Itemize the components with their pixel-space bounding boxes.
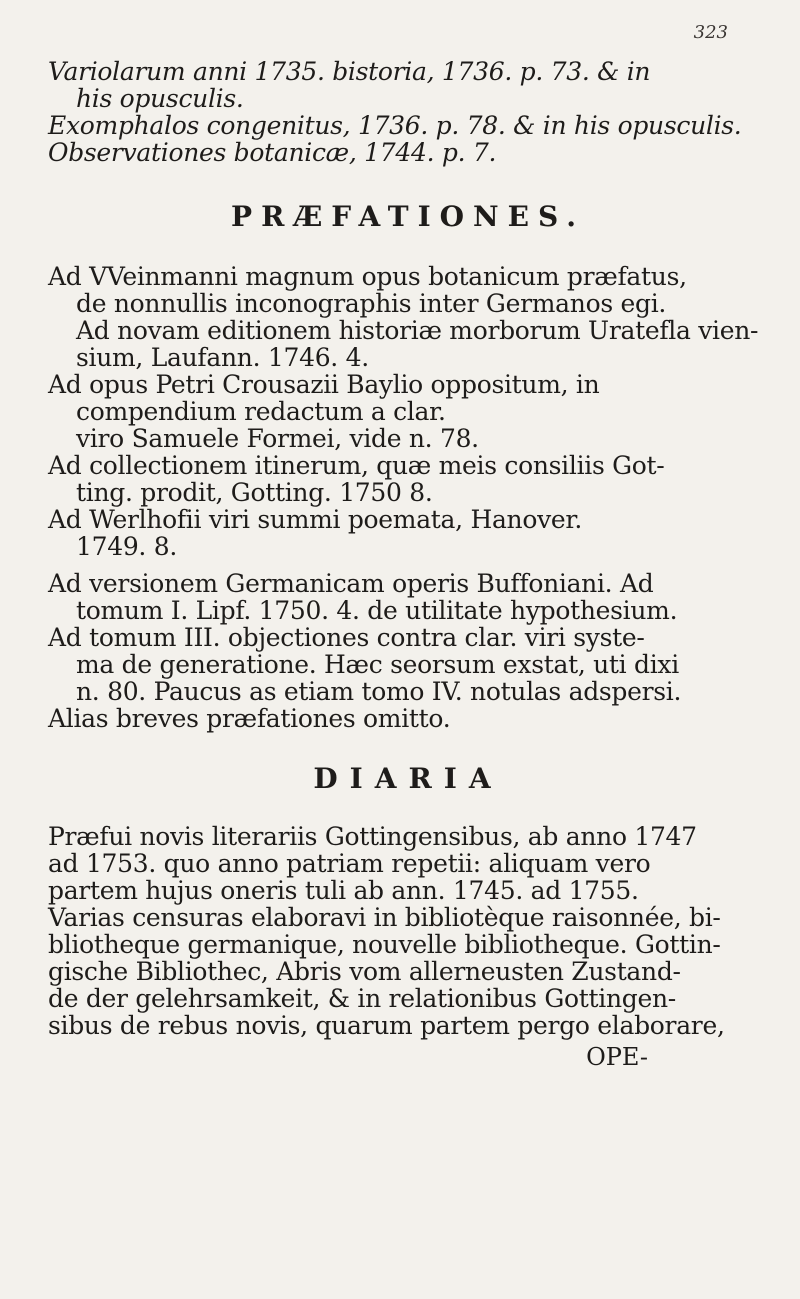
text-line: ma de generatione. Hæc seorsum exstat, uti dixi xyxy=(76,650,679,679)
text-line: Ad opus Petri Crousazii Baylio oppositum, in xyxy=(48,370,600,399)
heading-diaria: DIARIA xyxy=(313,762,503,795)
heading-praefationes: PRÆFATIONES. xyxy=(231,200,585,233)
text-line: partem hujus oneris tuli ab ann. 1745. ad 1755. xyxy=(48,876,639,905)
text-line: gische Bibliothec, Abris vom allerneusten Zustand- xyxy=(48,957,681,986)
text-line: Ad collectionem itinerum, quæ meis consiliis Got- xyxy=(48,451,665,480)
catchword: OPE- xyxy=(586,1043,648,1071)
text-line: tomum I. Lipf. 1750. 4. de utilitate hypothesium. xyxy=(76,596,678,625)
text-line: Ad novam editionem historiæ morborum Uratefla vien- xyxy=(76,316,759,345)
text-line: bliotheque germanique, nouvelle bibliotheque. Gottin- xyxy=(48,930,721,959)
text-line: Exomphalos congenitus, 1736. p. 78. & in his opusculis. xyxy=(48,111,742,140)
top-entries xyxy=(48,58,768,166)
text-line: Ad VVeinmanni magnum opus botanicum præfatus, xyxy=(48,262,687,291)
page-mark: 323 xyxy=(693,22,728,43)
text-line: sium, Laufann. 1746. 4. xyxy=(76,343,369,372)
text-line: Alias breves præfationes omitto. xyxy=(48,704,451,733)
text-line: Ad tomum III. objectiones contra clar. viri syste- xyxy=(48,623,645,652)
text-line: his opusculis. xyxy=(76,84,244,113)
text-line: Præfui novis literariis Gottingensibus, ab anno 1747 xyxy=(48,822,697,851)
text-line: ad 1753. quo anno patriam repetii: aliquam vero xyxy=(48,849,651,878)
text-line: Variolarum anni 1735. bistoria, 1736. p. 73. & in xyxy=(48,57,651,86)
text-line: de nonnullis inconographis inter Germanos egi. xyxy=(76,289,667,318)
diaria-section xyxy=(48,823,768,1039)
text-line: sibus de rebus novis, quarum partem pergo elaborare, xyxy=(48,1011,725,1040)
text-line: Ad versionem Germanicam operis Buffoniani. Ad xyxy=(48,569,654,598)
text-line: de der gelehrsamkeit, & in relationibus Gottingen- xyxy=(48,984,676,1013)
text-line: n. 80. Paucus as etiam tomo IV. notulas adspersi. xyxy=(76,677,682,706)
text-line: Ad Werlhofii viri summi poemata, Hanover. xyxy=(48,505,582,534)
text-line: ting. prodit, Gotting. 1750 8. xyxy=(76,478,433,507)
text-line: Observationes botanicæ, 1744. p. 7. xyxy=(48,138,497,167)
text-line: 1749. 8. xyxy=(76,532,177,561)
document-page xyxy=(48,58,768,1071)
text-line: viro Samuele Formei, vide n. 78. xyxy=(76,424,479,453)
praefationes-section xyxy=(48,263,768,732)
text-line: compendium redactum a clar. xyxy=(76,397,446,426)
text-line: Varias censuras elaboravi in bibliotèque raisonnée, bi- xyxy=(48,903,721,932)
